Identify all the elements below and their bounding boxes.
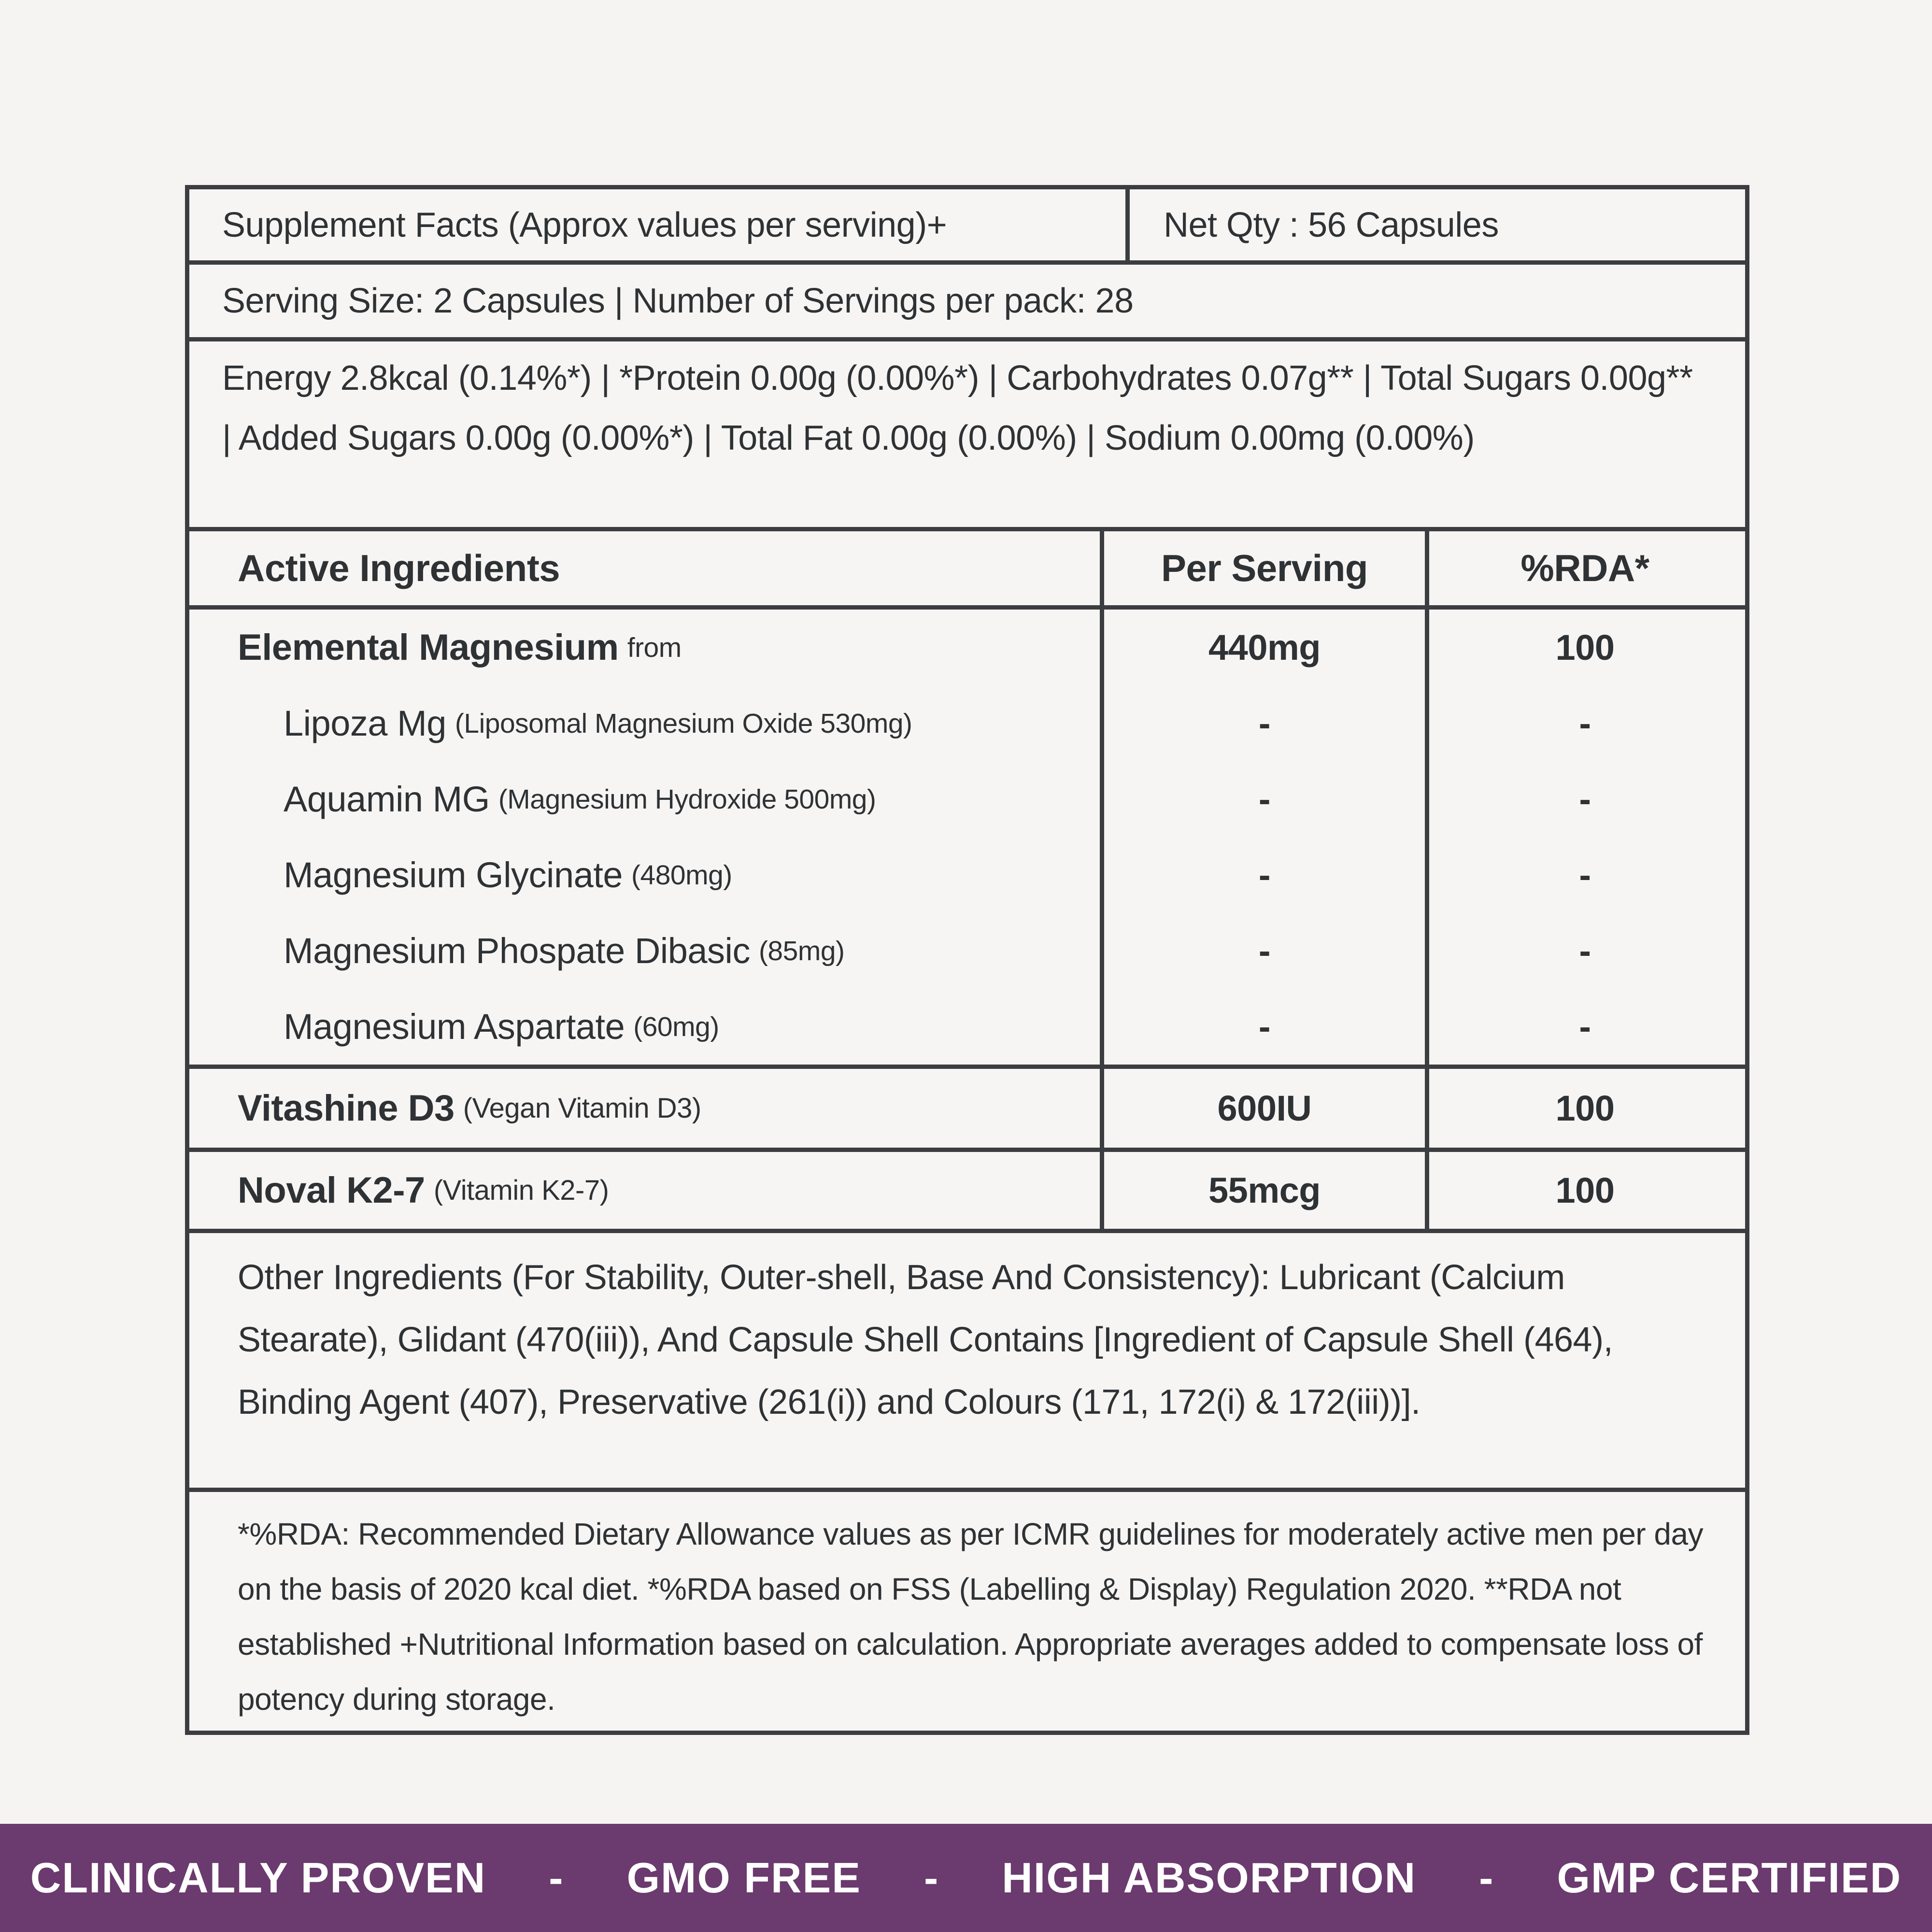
ingredient-detail: (480mg)	[631, 859, 732, 891]
ingredient-name: Lipoza Mg	[284, 703, 446, 743]
claim-high-absorption: HIGH ABSORPTION	[1002, 1854, 1417, 1902]
ingredient-name: Elemental Magnesium	[238, 627, 619, 668]
ingredient-name: Magnesium Glycinate	[284, 855, 623, 895]
ingredient-detail: (85mg)	[758, 935, 845, 966]
claim-separator: -	[923, 1854, 939, 1902]
ingredient-detail: (60mg)	[633, 1011, 719, 1042]
rda-value: -	[1579, 855, 1591, 895]
rda-footnote-paragraph: *%RDA: Recommended Dietary Allowance values as per ICMR guidelines for moderately active men per day on the basis of 2020 kcal diet. *%RDA based on FSS (Labelling & Display) Regulation 2020. **RDA not established +Nutritional Information based on calculation. Appropriate averages added to compensate loss of potency during storage.	[189, 1488, 1745, 1731]
ingredient-detail: (Vegan Vitamin D3)	[463, 1093, 701, 1124]
ingredient-name: Magnesium Phospate Dibasic	[284, 931, 750, 971]
table-row	[189, 761, 1745, 837]
claim-gmp-certified: GMP CERTIFIED	[1557, 1854, 1902, 1902]
per-serving-value: 440mg	[1208, 627, 1321, 668]
column-divider	[1425, 531, 1429, 1229]
per-serving-value: -	[1258, 703, 1271, 743]
claim-separator: -	[549, 1854, 564, 1902]
ingredient-detail: (Liposomal Magnesium Oxide 530mg)	[455, 708, 912, 739]
column-header-per-serving: Per Serving	[1161, 547, 1368, 589]
ingredient-name: Aquamin MG	[284, 779, 490, 819]
claim-separator: -	[1479, 1854, 1494, 1902]
supplement-facts-title: Supplement Facts (Approx values per serving)+	[222, 205, 947, 244]
rda-value: -	[1579, 779, 1591, 819]
table-row	[189, 989, 1745, 1065]
claim-clinically-proven: CLINICALLY PROVEN	[30, 1854, 486, 1902]
rda-value: -	[1579, 1007, 1591, 1047]
rda-value: 100	[1555, 1088, 1615, 1128]
net-quantity: Net Qty : 56 Capsules	[1125, 189, 1745, 260]
table-row	[189, 1065, 1745, 1148]
column-header-ingredients: Active Ingredients	[238, 547, 560, 589]
ingredient-detail: from	[627, 632, 682, 663]
ingredient-detail: (Magnesium Hydroxide 500mg)	[498, 783, 876, 815]
table-header-row	[189, 531, 1745, 605]
column-header-rda: %RDA*	[1520, 547, 1649, 589]
ingredient-name: Noval K2-7	[238, 1170, 425, 1211]
per-serving-value: -	[1258, 779, 1271, 819]
per-serving-value: 600IU	[1217, 1088, 1312, 1128]
ingredient-detail: (Vitamin K2-7)	[433, 1175, 609, 1206]
serving-size-row: Serving Size: 2 Capsules | Number of Servings per pack: 28	[189, 260, 1745, 337]
table-row	[189, 610, 1745, 685]
magnesium-group	[189, 605, 1745, 1065]
table-row	[189, 837, 1745, 913]
claim-gmo-free: GMO FREE	[626, 1854, 861, 1902]
per-serving-value: -	[1258, 1007, 1271, 1047]
active-ingredients-table	[189, 527, 1745, 1229]
rda-value: -	[1579, 703, 1591, 743]
ingredient-name: Magnesium Aspartate	[284, 1007, 625, 1047]
top-row	[189, 189, 1745, 260]
rda-value: 100	[1555, 627, 1615, 668]
other-ingredients-paragraph: Other Ingredients (For Stability, Outer-shell, Base And Consistency): Lubricant (Calcium Stearate), Glidant (470(iii)), And Capsule Shell Contains [Ingredient of Capsule Shell (464), Binding Agent (407), Preservative (261(i)) and Colours (171, 172(i) & 172(iii))].	[189, 1229, 1745, 1488]
rda-value: 100	[1555, 1170, 1615, 1210]
table-row	[189, 1148, 1745, 1229]
table-row	[189, 685, 1745, 761]
per-serving-value: 55mcg	[1208, 1170, 1321, 1210]
rda-value: -	[1579, 931, 1591, 971]
per-serving-value: -	[1258, 931, 1271, 971]
per-serving-value: -	[1258, 855, 1271, 895]
claims-footer-banner	[0, 1824, 1932, 1932]
supplement-facts-panel	[185, 185, 1749, 1735]
column-divider	[1100, 531, 1104, 1229]
nutrition-summary-row: Energy 2.8kcal (0.14%*) | *Protein 0.00g (0.00%*) | Carbohydrates 0.07g** | Total Sugars 0.00g** | Added Sugars 0.00g (0.00%*) | Total Fat 0.00g (0.00%) | Sodium 0.00mg (0.00%)	[189, 337, 1745, 527]
table-row	[189, 913, 1745, 989]
ingredient-name: Vitashine D3	[238, 1088, 455, 1129]
